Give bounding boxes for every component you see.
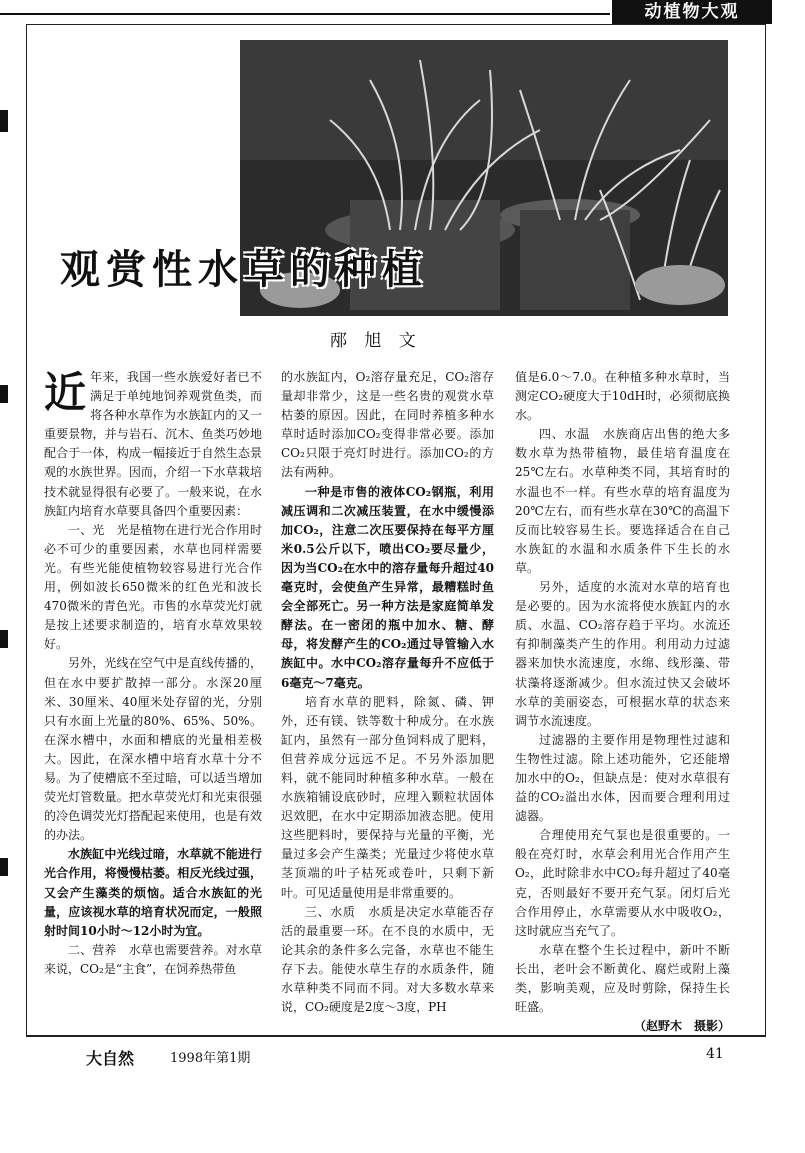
paragraph: 水草在整个生长过程中，新叶不断长出，老叶会不断黄化、腐烂或附上藻类，影响美观，应及时剪除，保持生长旺盛。 [515,942,730,1015]
issue-label: 1998年第1期 [170,1051,251,1066]
edge-mark [0,858,8,876]
paragraph: 另外，适度的水流对水草的培育也是必要的。因为水流将使水族缸内的水质、水温、CO₂溶存趋于平均。水流还有抑制藻类产生的作用。利用动力过滤器来加快水流速度，水绵、线形藻、带状藻将逐渐减少。但水流过快又会破坏水草的美丽姿态，可根据水草的状态来调节水流速度。 [515,580,730,728]
paragraph: 过滤器的主要作用是物理性过滤和生物性过滤。除上述功能外，它还能增加水中的O₂，但缺点是：使对水草很有益的CO₂溢出水体，因而要合理利用过滤器。 [515,732,730,824]
edge-mark [0,110,8,132]
paragraph: 一种是市售的液体CO₂钢瓶，利用减压调和二次减压装置，在水中缓慢添加CO₂，注意二次压要保持在每平方厘米0.5公斤以下，喷出CO₂要尽量少，因为当CO₂在水中的溶存量每升超过40毫克时，会使鱼产生异常，最糟糕时鱼会全部死亡。另一种方法是家庭简单发酵法。在一密闭的瓶中加水、糖、酵母，将发酵产生的CO₂通过导管输入水族缸中。水中CO₂溶存量每升不应低于6毫克～7毫克。 [281,484,494,690]
paragraph: 三、水质 水质是决定水草能否存活的最重要一环。在不良的水质中，无论其余的条件多么完备，水草也不能生存下去。能使水草生存的水质条件，随水草种类不同而不同。对大多数水草来说，CO₂硬度是2度～3度，PH [281,904,494,1015]
article-title: 观赏性水草的种植 [60,247,428,293]
text-column-2 [281,368,494,1017]
paragraph: 二、营养 水草也需要营养。对水草来说，CO₂是“主食”，在饲养热带鱼 [44,942,262,976]
section-tag: 动植物大观 [612,0,772,24]
photo-credit: （赵野木 摄影） [633,1019,730,1034]
magazine-name: 大自然 [86,1049,135,1068]
top-rule [0,13,610,15]
drop-cap: 近 [44,368,87,417]
paragraph: 水族缸中光线过暗，水草就不能进行光合作用，将慢慢枯萎。相反光线过强，又会产生藻类的烦恼。适合水族缸的光量，应该视水草的培育状况而定，一般照射时间10小时～12小时为宜。 [44,847,262,938]
paragraph: 一、光 光是植物在进行光合作用时必不可少的重要因素，水草也同样需要光。有些光能使植物较容易进行光合作用，例如波长650微米的红色光和波长470微米的青色光。市售的水草荧光灯就是按上述要求制造的，培育水草效果较好。 [44,522,262,652]
paragraph: 的水族缸内，O₂溶存量充足，CO₂溶存量却非常少，这是一些名贵的观赏水草枯萎的原因。因此，在同时养植多种水草时适时添加CO₂变得非常必要。添加CO₂只限于亮灯时进行。添加CO₂的方法有两种。 [281,370,494,480]
top-bar [0,0,805,24]
page-number: 41 [706,1046,724,1062]
author-byline: 邴 旭 文 [330,331,422,351]
bottom-rule [26,1036,766,1037]
text-column-1 [44,368,262,979]
edge-mark [0,630,8,648]
paragraph: 年来，我国一些水族爱好者已不满足于单纯地饲养观赏鱼类，而将各种水草作为水族缸内的又一重要景物，并与岩石、沉木、鱼类巧妙地配合于一体，构成一幅接近于自然生态景观的水族世界。因而，介绍一下水草栽培技术就显得很有必要了。一般来说，在水族缸内培育水草要具备四个重要因素： [44,370,262,518]
paragraph: 另外，光线在空气中是直线传播的，但在水中要扩散掉一部分。水深20厘米、30厘米、40厘米处存留的光，分别只有水面上光量的80%、65%、50%。在深水槽中，水面和槽底的光量相差极大。因此，在深水槽中培育水草十分不易。为了使槽底不至过暗，可以适当增加荧光灯管数量。把水草荧光灯和光束很强的冷色调荧光灯搭配起来使用，也是有效的办法。 [44,656,262,843]
edge-mark [0,385,8,403]
paragraph: 四、水温 水族商店出售的绝大多数水草为热带植物，最佳培育温度在25℃左右。水草种类不同，其培育时的水温也不一样。有些水草的培育温度为20℃左右，而有些水草在30℃的高温下反而比较容易生长。要选择适合在自己水族缸的水温和水质条件下生长的水草。 [515,427,730,575]
paragraph: 培育水草的肥料，除氮、磷、钾外，还有镁、铁等数十种成分。在水族缸内，虽然有一部分鱼饲料成了肥料，但营养成分远远不足。不另外添加肥料，就不能同时种植多种水草。一般在水族箱铺设底砂时，应埋入颗粒状固体迟效肥，在水中定期添加液态肥。使用这些肥料时，要保持与光量的平衡，光量过多会产生藻类；光量过少将使水草茎顶端的叶子枯死或卷叶，只剩下新叶。可见适量使用是非常重要的。 [281,694,494,900]
text-column-3 [515,368,730,1036]
paragraph: 值是6.0～7.0。在种植多种水草时，当测定CO₂硬度大于10dH时，必须彻底换水。 [515,370,730,423]
paragraph: 合理使用充气泵也是很重要的。一般在亮灯时，水草会利用光合作用产生O₂，此时除非水中CO₂每升超过了40毫克，否则最好不要开充气泵。闭灯后光合作用停止，水草需要从水中吸收O₂，这时就应当充气了。 [515,828,730,938]
